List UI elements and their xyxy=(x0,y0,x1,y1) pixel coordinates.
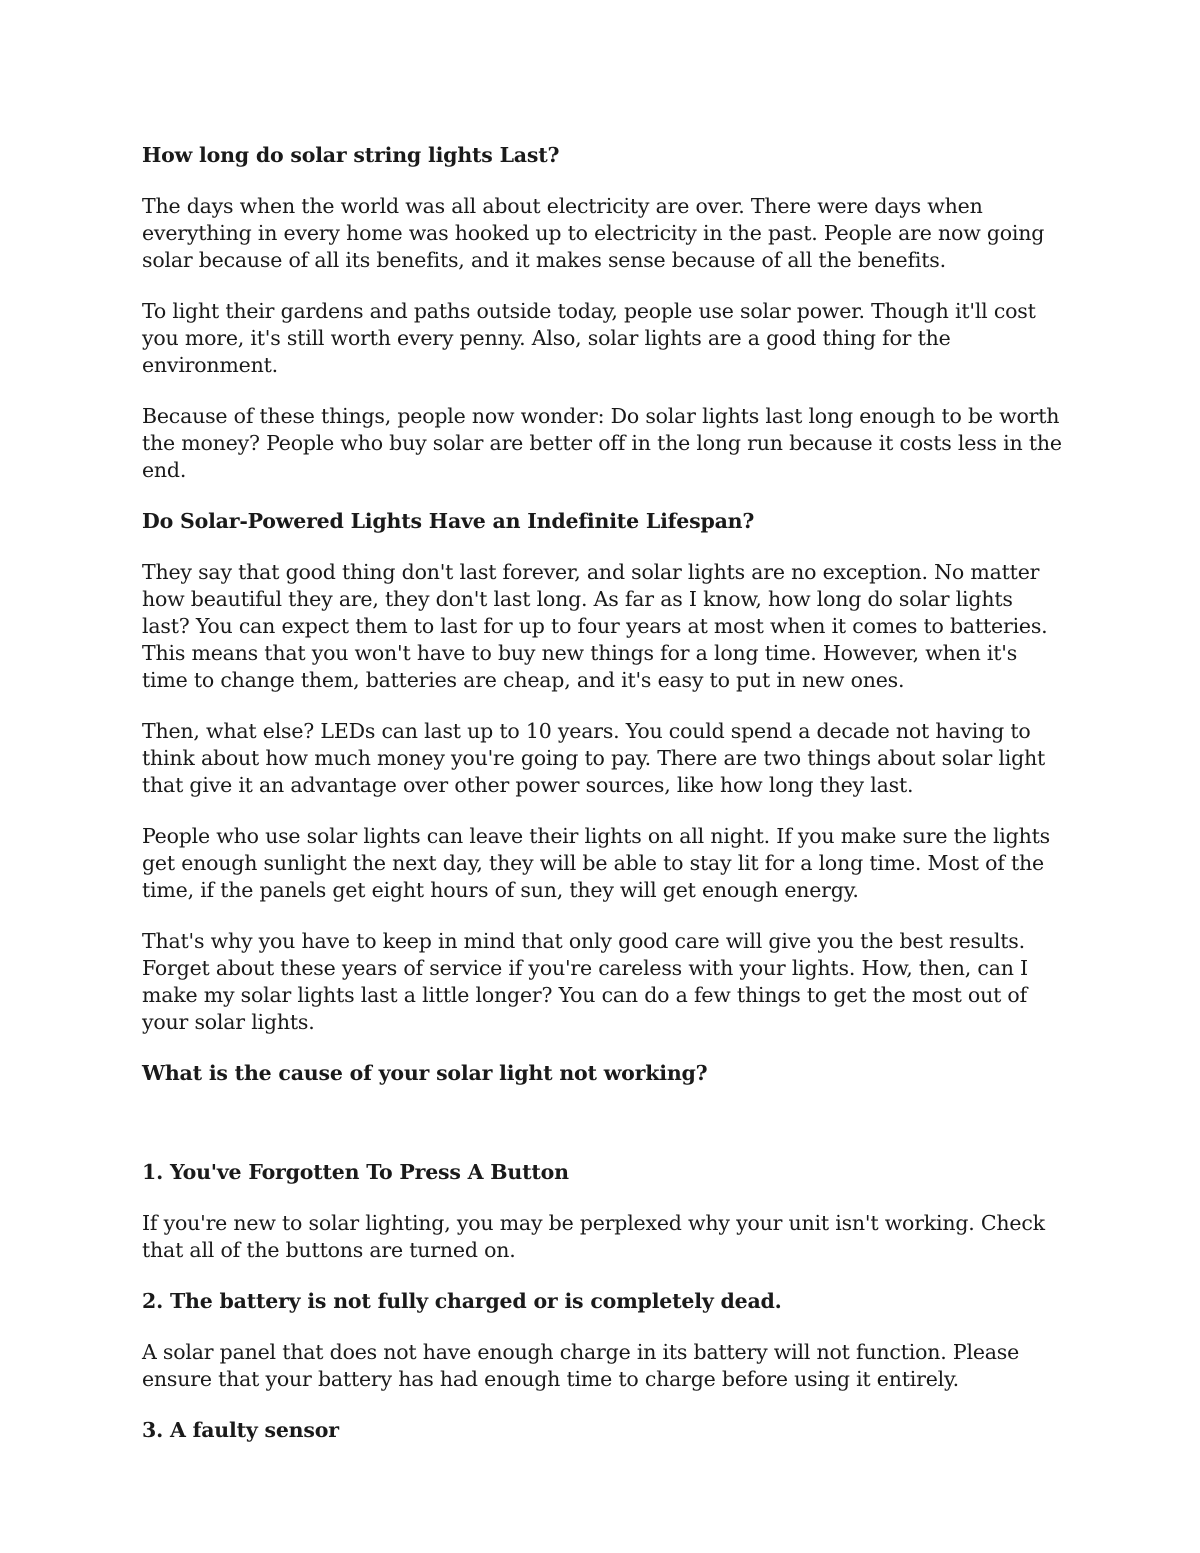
paragraph: Then, what else? LEDs can last up to 10 years. You could spend a decade not having to think about how much money you're going to pay. There are two things about solar light that give it an advantage over other power sources, like how long they last. xyxy=(142,719,1046,797)
document-title: How long do solar string lights Last? xyxy=(142,143,560,167)
document-body xyxy=(142,142,1062,1468)
item-text-2: A solar panel that does not have enough charge in its battery will not function. Please ensure that your battery has had enough time to charge before using it entirely. xyxy=(142,1340,1020,1391)
paragraph: The days when the world was all about electricity are over. There were days when everything in every home was hooked up to electricity in the past. People are now going solar because of all its benefits, and it makes sense because of all the benefits. xyxy=(142,194,1045,272)
paragraph: People who use solar lights can leave their lights on all night. If you make sure the lights get enough sunlight the next day, they will be able to stay lit for a long time. Most of the time, if the panels get eight hours of sun, they will get enough energy. xyxy=(142,824,1050,902)
item-text-1: If you're new to solar lighting, you may be perplexed why your unit isn't working. Check that all of the buttons are turned on. xyxy=(142,1211,1045,1262)
blank-space xyxy=(142,1111,1062,1159)
section-heading-lifespan: Do Solar-Powered Lights Have an Indefinite Lifespan? xyxy=(142,509,755,533)
paragraph: That's why you have to keep in mind that only good care will give you the best results. Forget about these years of service if you're careless with your lights. How, then, can I make my solar lights last a little longer? You can do a few things to get the most out of your solar lights. xyxy=(142,929,1028,1034)
item-heading-3: 3. A faulty sensor xyxy=(142,1418,339,1442)
item-heading-2: 2. The battery is not fully charged or is completely dead. xyxy=(142,1289,782,1313)
section-heading-cause: What is the cause of your solar light not working? xyxy=(142,1061,708,1085)
paragraph: To light their gardens and paths outside today, people use solar power. Though it'll cost you more, it's still worth every penny. Also, solar lights are a good thing for the environment. xyxy=(142,299,1036,377)
paragraph: Because of these things, people now wonder: Do solar lights last long enough to be worth the money? People who buy solar are better off in the long run because it costs less in the end. xyxy=(142,404,1062,482)
item-heading-1: 1. You've Forgotten To Press A Button xyxy=(142,1160,569,1184)
paragraph: They say that good thing don't last forever, and solar lights are no exception. No matter how beautiful they are, they don't last long. As far as I know, how long do solar lights last? You can expect them to last for up to four years at most when it comes to batteries. This means that you won't have to buy new things for a long time. However, when it's time to change them, batteries are cheap, and it's easy to put in new ones. xyxy=(142,560,1048,692)
